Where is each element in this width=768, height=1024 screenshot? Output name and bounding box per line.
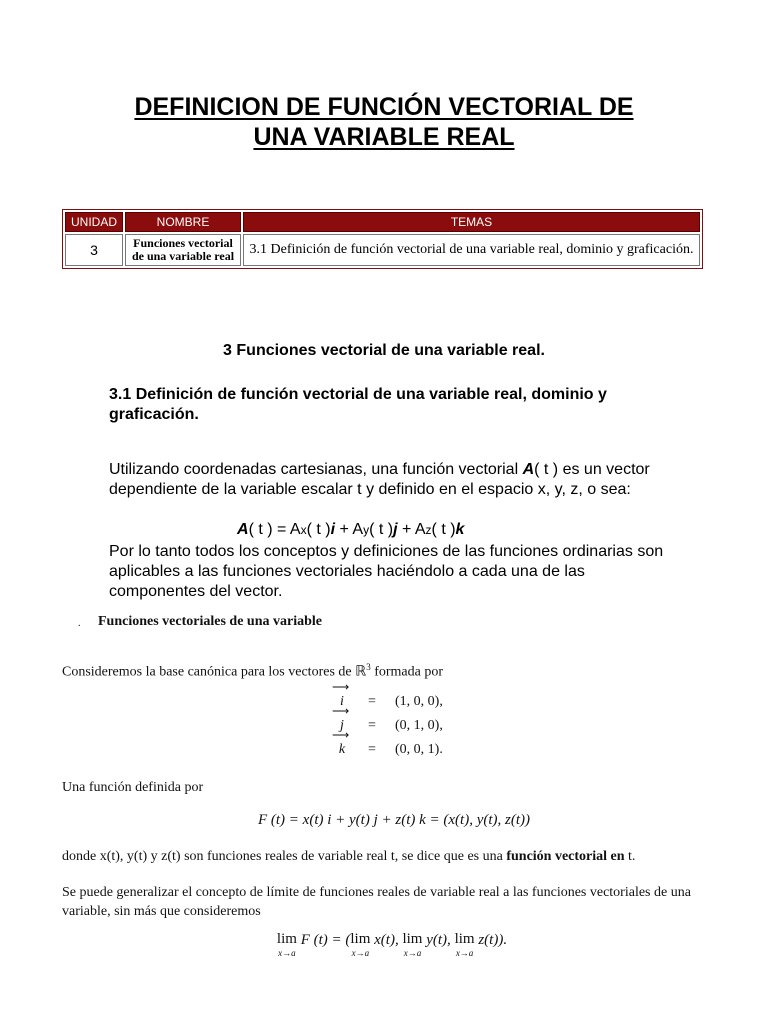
header-temas: TEMAS	[243, 212, 700, 232]
formula-sub-x: x	[300, 523, 307, 537]
header-nombre: NOMBRE	[125, 212, 241, 232]
vector-formula	[237, 520, 464, 540]
basis-row-k	[335, 738, 443, 762]
equals-sign: =	[368, 742, 376, 757]
formula-k: k	[455, 521, 465, 538]
limit-operator	[402, 932, 422, 960]
definition-post: t.	[624, 849, 636, 864]
title-line-2: UNA VARIABLE REAL	[253, 123, 515, 151]
limit-component-x: x(t),	[374, 932, 399, 948]
formula-part: ( t ) = A	[248, 521, 301, 538]
limit-operator	[455, 932, 475, 960]
lim-text: lim	[402, 931, 423, 947]
table-header-row	[65, 212, 700, 232]
scan-section-title: Funciones vectoriales de una variable	[98, 614, 322, 629]
lim-subscript: x→a	[351, 948, 370, 958]
basis-intro-pre: Consideremos la base canónica para los vectores de ℝ	[62, 664, 367, 680]
formula-part: + A	[397, 521, 426, 538]
topics-table	[62, 209, 703, 269]
formula-j: j	[393, 521, 398, 538]
limit-component-z: z(t)).	[478, 932, 508, 948]
vector-k: ⟶ k	[335, 738, 349, 762]
intro-text-pre: Utilizando coordenadas cartesianas, una función vectorial	[109, 461, 523, 478]
basis-row-i	[335, 690, 443, 714]
formula-i: i	[330, 521, 336, 538]
vector-j: ⟶ j	[335, 714, 349, 738]
concepts-paragraph: Por lo tanto todos los conceptos y definiciones de las funciones ordinarias son aplicables a las funciones vectoriales haciéndolo a cada una de las componentes del vector.	[109, 543, 664, 600]
definition-line	[62, 849, 635, 865]
limit-component-y: y(t),	[426, 932, 451, 948]
cell-unit: 3	[65, 234, 123, 266]
formula-part: + A	[335, 521, 364, 538]
lim-subscript: x→a	[278, 948, 296, 958]
formula-part: ( t )	[306, 521, 331, 538]
intro-text-post: ( t ) es un vector dependiente de la variable escalar t y definido en el espacio x, y, z, o sea:	[109, 461, 650, 498]
lim-subscript: x→a	[455, 948, 474, 958]
equals-sign: =	[368, 718, 376, 733]
intro-paragraph	[109, 460, 679, 500]
lim-text: lim	[276, 931, 297, 947]
limit-expr: F (t) = (	[300, 932, 351, 948]
lim-subscript: x→a	[403, 948, 422, 958]
page-title	[0, 92, 768, 152]
formula-part: ( t )	[369, 521, 394, 538]
limit-operator	[277, 932, 297, 960]
formula-sub-y: y	[363, 523, 370, 537]
header-unidad: UNIDAD	[65, 212, 123, 232]
basis-intro-line	[62, 662, 443, 681]
bullet-dot: .	[78, 618, 81, 629]
basis-value: (0, 0, 1).	[395, 742, 443, 757]
section-heading: 3 Funciones vectorial de una variable real.	[223, 342, 545, 359]
vector-function-formula: F (t) = x(t) i + y(t) j + z(t) k = (x(t), y(t), z(t))	[257, 812, 531, 828]
limit-formula	[0, 932, 768, 960]
r3-superscript: 3	[366, 662, 371, 672]
basis-value: (0, 1, 0),	[395, 718, 443, 733]
cell-name: Funciones vectorial de una variable real	[125, 234, 241, 266]
function-defined-line: Una función definida por	[62, 780, 204, 795]
formula-a: A	[237, 521, 249, 538]
cell-topic: 3.1 Definición de función vectorial de una variable real, dominio y graficación.	[243, 234, 700, 266]
title-line-1: DEFINICION DE FUNCIÓN VECTORIAL DE	[134, 93, 634, 121]
basis-vectors	[335, 690, 443, 762]
vector-symbol-a: A	[522, 461, 535, 478]
table-row	[65, 234, 700, 266]
basis-intro-post: formada por	[370, 664, 444, 680]
basis-row-j	[335, 714, 443, 738]
limit-operator	[350, 932, 370, 960]
equals-sign: =	[368, 694, 376, 709]
vector-i: ⟶ i	[335, 690, 349, 714]
definition-pre: donde x(t), y(t) y z(t) son funciones reales de variable real t, se dice que es una	[62, 849, 507, 864]
definition-bold: función vectorial en	[506, 849, 625, 864]
limit-intro-paragraph: Se puede generalizar el concepto de límite de funciones reales de variable real a las funciones vectoriales de una variable, sin más que consideremos	[62, 885, 691, 919]
basis-value: (1, 0, 0),	[395, 694, 443, 709]
subsection-heading: 3.1 Definición de función vectorial de una variable real, dominio y graficación.	[109, 386, 607, 423]
lim-text: lim	[454, 931, 475, 947]
formula-part: ( t )	[431, 521, 456, 538]
formula-sub-z: z	[425, 523, 432, 537]
lim-text: lim	[350, 931, 371, 947]
